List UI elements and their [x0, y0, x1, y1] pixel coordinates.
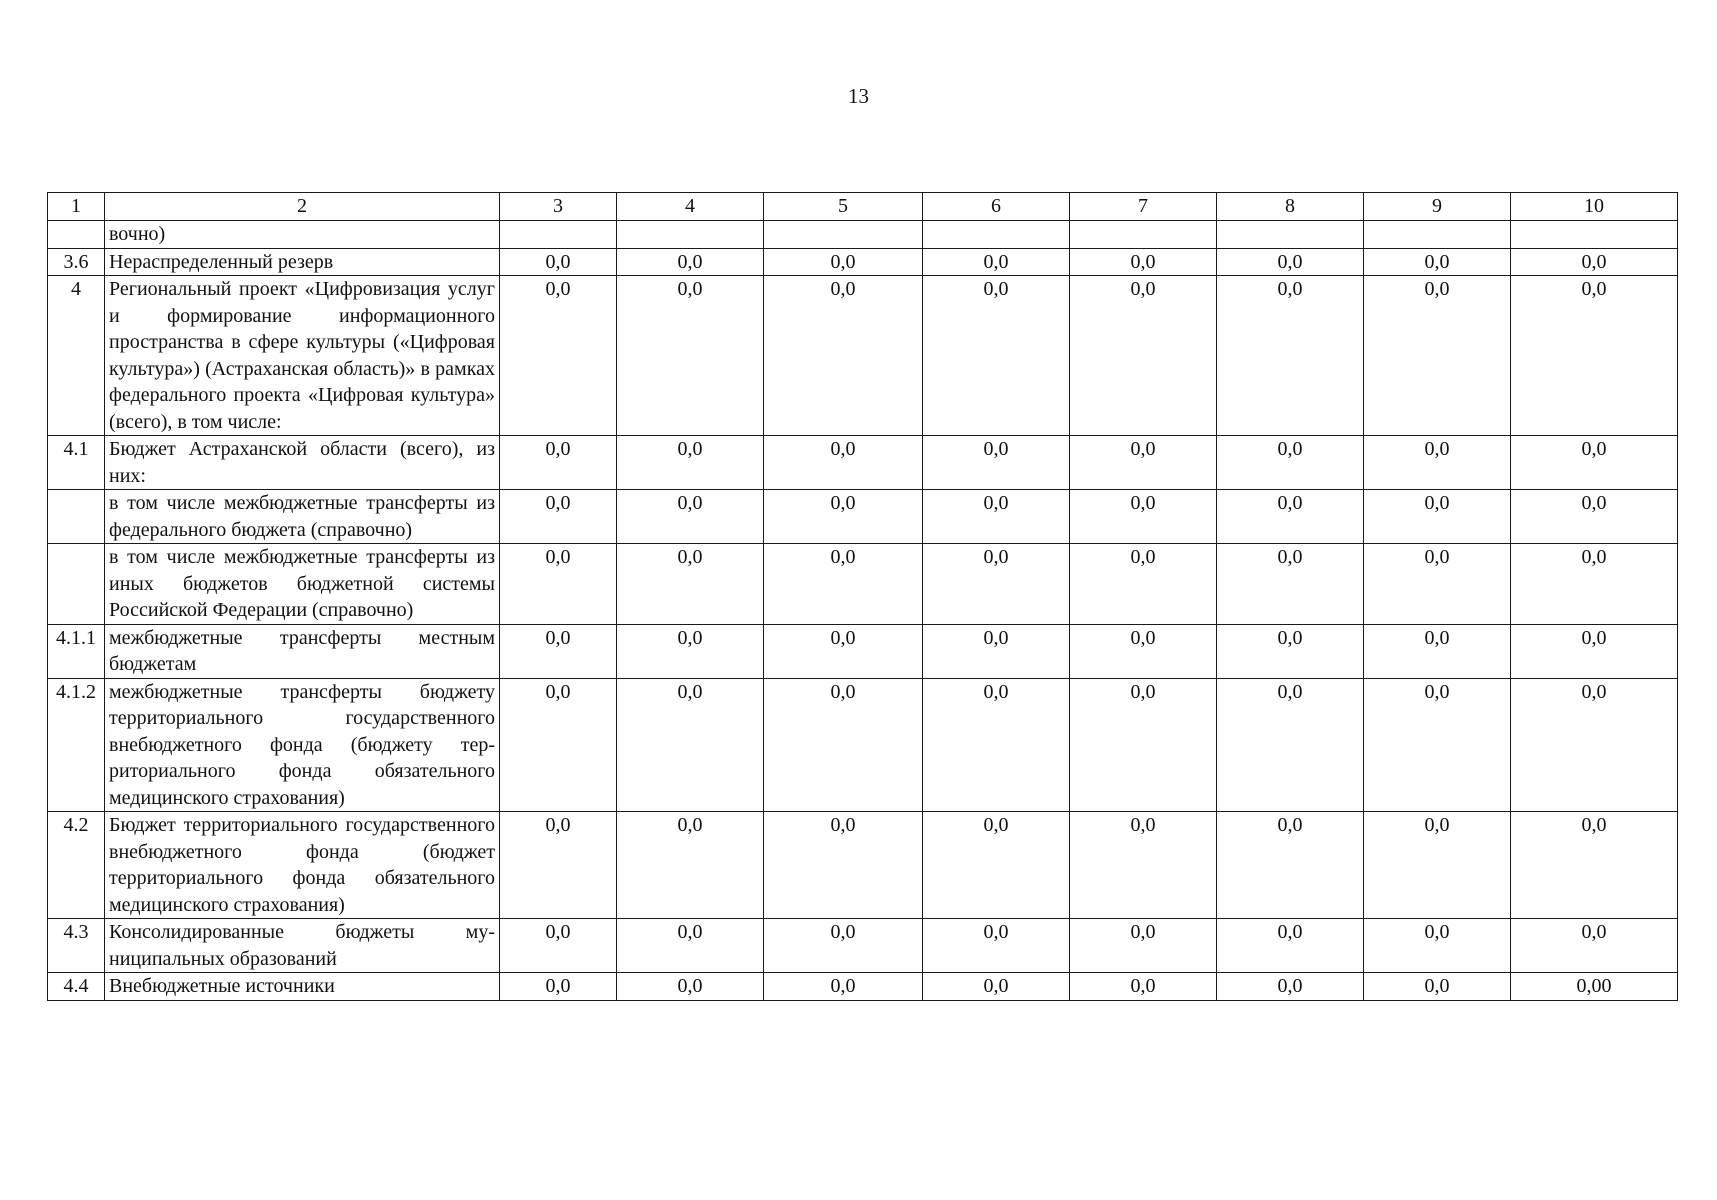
value-cell: 0,0: [1511, 276, 1678, 436]
value-cell: 0,0: [923, 490, 1070, 544]
value-cell: 0,0: [500, 973, 617, 1001]
value-cell: 0,0: [1511, 490, 1678, 544]
value-cell: 0,0: [617, 624, 764, 678]
value-cell: 0,0: [617, 919, 764, 973]
row-number-cell: 3.6: [48, 248, 105, 276]
value-cell: 0,0: [1070, 919, 1217, 973]
value-cell: 0,0: [764, 919, 923, 973]
value-cell: 0,0: [500, 248, 617, 276]
column-header: 8: [1217, 193, 1364, 221]
value-cell: 0,0: [764, 973, 923, 1001]
value-cell: [923, 221, 1070, 249]
value-cell: 0,0: [1217, 276, 1364, 436]
value-cell: [1217, 221, 1364, 249]
table-row: [48, 812, 1678, 919]
table-row: [48, 544, 1678, 625]
row-name-cell: в том числе межбюджетные трансферты из иных бюджетов бюджетной системы Российской Федерации (справочно): [105, 544, 500, 625]
column-header: 6: [923, 193, 1070, 221]
value-cell: 0,0: [923, 973, 1070, 1001]
row-name-cell: межбюджетные трансферты местным бюджетам: [105, 624, 500, 678]
value-cell: 0,00: [1511, 973, 1678, 1001]
value-cell: 0,0: [1070, 624, 1217, 678]
value-cell: 0,0: [923, 544, 1070, 625]
value-cell: 0,0: [1364, 812, 1511, 919]
row-number-cell: [48, 490, 105, 544]
value-cell: 0,0: [1364, 973, 1511, 1001]
page-number: 13: [848, 84, 869, 108]
value-cell: 0,0: [764, 678, 923, 812]
column-header: 3: [500, 193, 617, 221]
value-cell: 0,0: [1217, 624, 1364, 678]
value-cell: 0,0: [617, 276, 764, 436]
row-name-cell: Консолидированные бюджеты муниципальных образований: [105, 919, 500, 973]
value-cell: 0,0: [1511, 248, 1678, 276]
table-row: [48, 221, 1678, 249]
row-number-cell: 4.2: [48, 812, 105, 919]
value-cell: 0,0: [617, 490, 764, 544]
value-cell: 0,0: [500, 624, 617, 678]
value-cell: 0,0: [1511, 436, 1678, 490]
value-cell: 0,0: [1364, 248, 1511, 276]
table-header: [48, 193, 1678, 221]
column-header: 10: [1511, 193, 1678, 221]
value-cell: 0,0: [923, 276, 1070, 436]
value-cell: 0,0: [1364, 624, 1511, 678]
value-cell: 0,0: [1070, 544, 1217, 625]
row-number-cell: 4.1.2: [48, 678, 105, 812]
value-cell: 0,0: [923, 812, 1070, 919]
value-cell: 0,0: [1364, 678, 1511, 812]
header-row: [48, 193, 1678, 221]
value-cell: 0,0: [764, 490, 923, 544]
value-cell: 0,0: [764, 812, 923, 919]
value-cell: 0,0: [1511, 919, 1678, 973]
value-cell: [617, 221, 764, 249]
value-cell: 0,0: [764, 436, 923, 490]
value-cell: 0,0: [923, 919, 1070, 973]
value-cell: 0,0: [764, 624, 923, 678]
row-number-cell: 4.4: [48, 973, 105, 1001]
value-cell: 0,0: [500, 919, 617, 973]
table-row: [48, 490, 1678, 544]
value-cell: 0,0: [1511, 624, 1678, 678]
table-row: [48, 248, 1678, 276]
row-number-cell: 4.3: [48, 919, 105, 973]
value-cell: 0,0: [1070, 248, 1217, 276]
table-row: [48, 973, 1678, 1001]
table-row: [48, 678, 1678, 812]
row-number-cell: [48, 544, 105, 625]
value-cell: [1070, 221, 1217, 249]
value-cell: 0,0: [1511, 544, 1678, 625]
value-cell: 0,0: [764, 544, 923, 625]
table-body: [48, 221, 1678, 1001]
value-cell: 0,0: [500, 812, 617, 919]
value-cell: 0,0: [923, 436, 1070, 490]
value-cell: 0,0: [1511, 812, 1678, 919]
value-cell: 0,0: [1070, 678, 1217, 812]
value-cell: [500, 221, 617, 249]
value-cell: 0,0: [1217, 490, 1364, 544]
row-number-cell: 4.1.1: [48, 624, 105, 678]
table-row: [48, 919, 1678, 973]
value-cell: 0,0: [1364, 436, 1511, 490]
value-cell: 0,0: [500, 544, 617, 625]
column-header: 7: [1070, 193, 1217, 221]
column-header: 4: [617, 193, 764, 221]
value-cell: 0,0: [500, 436, 617, 490]
row-name-cell: межбюджетные трансферты бюджету территориального государственного внебюджетного фонда (бюджету территориального фонда обязательного медицинского страхования): [105, 678, 500, 812]
value-cell: 0,0: [617, 248, 764, 276]
value-cell: 0,0: [500, 276, 617, 436]
value-cell: 0,0: [1364, 544, 1511, 625]
value-cell: 0,0: [1217, 248, 1364, 276]
value-cell: 0,0: [1217, 919, 1364, 973]
budget-table: [47, 192, 1678, 1001]
value-cell: 0,0: [1070, 973, 1217, 1001]
value-cell: 0,0: [1364, 276, 1511, 436]
value-cell: 0,0: [1364, 919, 1511, 973]
value-cell: 0,0: [1070, 812, 1217, 919]
table-row: [48, 436, 1678, 490]
row-name-cell: вочно): [105, 221, 500, 249]
row-number-cell: [48, 221, 105, 249]
value-cell: 0,0: [1364, 490, 1511, 544]
value-cell: 0,0: [617, 436, 764, 490]
value-cell: 0,0: [617, 973, 764, 1001]
value-cell: 0,0: [1070, 436, 1217, 490]
value-cell: 0,0: [617, 678, 764, 812]
value-cell: 0,0: [1070, 490, 1217, 544]
value-cell: 0,0: [1217, 436, 1364, 490]
value-cell: 0,0: [1070, 276, 1217, 436]
row-name-cell: Нераспределенный резерв: [105, 248, 500, 276]
value-cell: 0,0: [1217, 544, 1364, 625]
value-cell: 0,0: [923, 678, 1070, 812]
column-header: 2: [105, 193, 500, 221]
value-cell: 0,0: [500, 490, 617, 544]
value-cell: 0,0: [764, 248, 923, 276]
column-header: 1: [48, 193, 105, 221]
value-cell: 0,0: [1217, 812, 1364, 919]
row-name-cell: Внебюджетные источники: [105, 973, 500, 1001]
value-cell: [1511, 221, 1678, 249]
value-cell: 0,0: [617, 544, 764, 625]
row-name-cell: Бюджет Астраханской области (всего), из них:: [105, 436, 500, 490]
row-number-cell: 4: [48, 276, 105, 436]
value-cell: [1364, 221, 1511, 249]
row-name-cell: Бюджет территориального государственного внебюджетного фонда (бюджет территориального фонда обязательного медицинского страхования): [105, 812, 500, 919]
value-cell: 0,0: [923, 624, 1070, 678]
table-row: [48, 624, 1678, 678]
value-cell: 0,0: [500, 678, 617, 812]
value-cell: 0,0: [617, 812, 764, 919]
value-cell: [764, 221, 923, 249]
row-name-cell: в том числе межбюджетные трансферты из федерального бюджета (справочно): [105, 490, 500, 544]
value-cell: 0,0: [1217, 678, 1364, 812]
value-cell: 0,0: [1217, 973, 1364, 1001]
row-name-cell: Региональный проект «Цифровизация услуг и формирование информационного пространства в сфере культуры («Цифровая культура») (Астраханская область)» в рамках федерального проекта «Цифровая культура» (всего), в том числе:: [105, 276, 500, 436]
value-cell: 0,0: [923, 248, 1070, 276]
row-number-cell: 4.1: [48, 436, 105, 490]
value-cell: 0,0: [1511, 678, 1678, 812]
value-cell: 0,0: [764, 276, 923, 436]
column-header: 9: [1364, 193, 1511, 221]
column-header: 5: [764, 193, 923, 221]
table-row: [48, 276, 1678, 436]
